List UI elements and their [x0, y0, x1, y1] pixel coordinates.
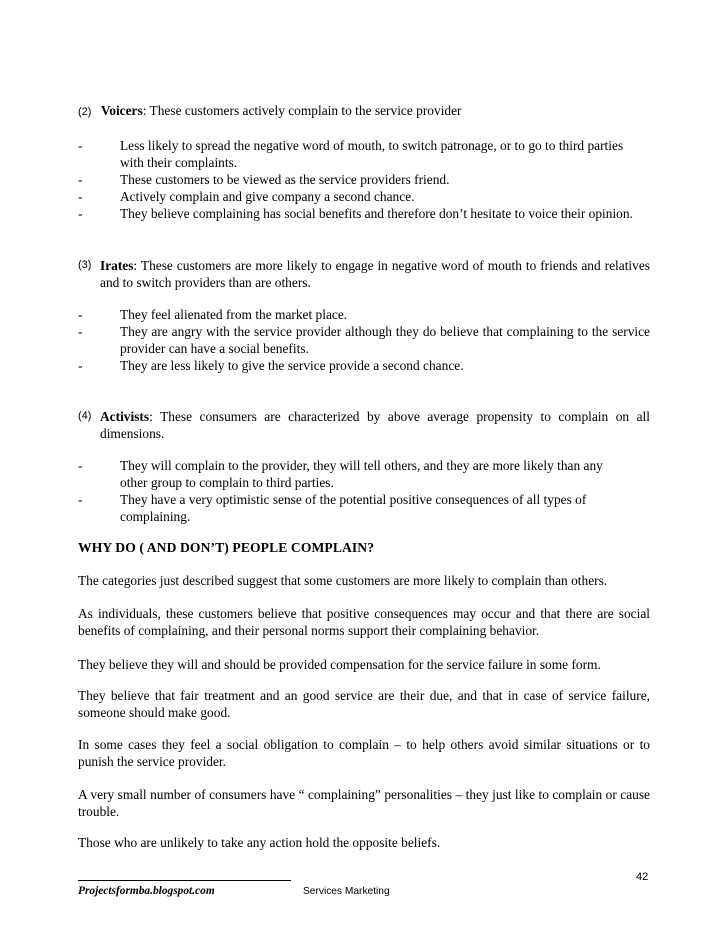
section-intro: : These customers actively complain to the service provider — [142, 103, 462, 118]
list-item — [78, 306, 650, 323]
bullet-text: They have a very optimistic sense of the potential positive consequences of all types of complaining. — [120, 492, 587, 524]
bullet-text: They are angry with the service provider although they do believe that complaining to the service provider can have a social benefits. — [120, 324, 650, 356]
bullet-text: These customers to be viewed as the service providers friend. — [120, 172, 450, 187]
paragraph: The categories just described suggest that some customers are more likely to complain than others. — [78, 573, 608, 588]
page-number: 42 — [636, 871, 649, 883]
bullet-dash: - — [78, 458, 83, 473]
bullet-dash: - — [78, 138, 83, 153]
paragraph: Those who are unlikely to take any action hold the opposite beliefs. — [78, 835, 441, 850]
section-heading: WHY DO ( AND DON’T) PEOPLE COMPLAIN? — [78, 540, 375, 555]
list-item — [78, 357, 650, 374]
bullet-dash: - — [78, 492, 83, 507]
section-term: Voicers — [100, 103, 143, 118]
bullet-dash: - — [78, 358, 83, 373]
paragraph: A very small number of consumers have “ complaining” personalities – they just like to complain or cause trouble. — [78, 787, 650, 819]
section-term: Irates — [100, 258, 134, 273]
footer-subject: Services Marketing — [303, 886, 390, 897]
section-intro: : These customers are more likely to engage in negative word of mouth to friends and relatives and to switch providers than are others. — [100, 258, 650, 290]
bullet-text: They are less likely to give the service provide a second chance. — [120, 358, 464, 373]
section-number: (2) — [78, 106, 92, 118]
footer-site: Projectsformba.blogspot.com — [78, 885, 215, 897]
list-item — [78, 188, 650, 205]
bullet-dash: - — [78, 172, 83, 187]
paragraph: They believe that fair treatment and an good service are their due, and that in case of service failure, someone should make good. — [78, 688, 650, 720]
list-item — [78, 491, 650, 525]
paragraph: In some cases they feel a social obligation to complain – to help others avoid similar situations or to punish the service provider. — [78, 737, 650, 769]
paragraph: As individuals, these customers believe that positive consequences may occur and that there are social benefits of complaining, and their personal norms support their complaining behavior. — [78, 606, 650, 638]
bullet-text: They believe complaining has social benefits and therefore don’t hesitate to voice their opinion. — [120, 206, 633, 221]
bullet-text: They feel alienated from the market place. — [120, 307, 348, 322]
list-item — [78, 137, 650, 171]
list-item — [78, 205, 650, 222]
bullet-dash: - — [78, 189, 83, 204]
bullet-dash: - — [78, 324, 83, 339]
bullet-text: Less likely to spread the negative word of mouth, to switch patronage, or to go to third parties with their complaints. — [120, 138, 624, 170]
bullet-dash: - — [78, 206, 83, 221]
section-intro: : These consumers are characterized by above average propensity to complain on all dimensions. — [100, 409, 650, 441]
section-irates-intro — [78, 257, 650, 291]
list-item — [78, 457, 650, 491]
section-number: (3) — [78, 259, 92, 271]
section-voicers-intro — [78, 102, 650, 121]
paragraph: They believe they will and should be provided compensation for the service failure in some form. — [78, 657, 601, 672]
footer-divider — [78, 880, 291, 881]
section-activists-intro — [78, 408, 650, 442]
section-term: Activists — [100, 409, 150, 424]
list-item — [78, 171, 650, 188]
bullet-text: They will complain to the provider, they will tell others, and they are more likely than any other group to complain to third parties. — [120, 458, 603, 490]
bullet-dash: - — [78, 307, 83, 322]
bullet-text: Actively complain and give company a second chance. — [120, 189, 415, 204]
section-number: (4) — [78, 410, 92, 422]
list-item — [78, 323, 650, 357]
